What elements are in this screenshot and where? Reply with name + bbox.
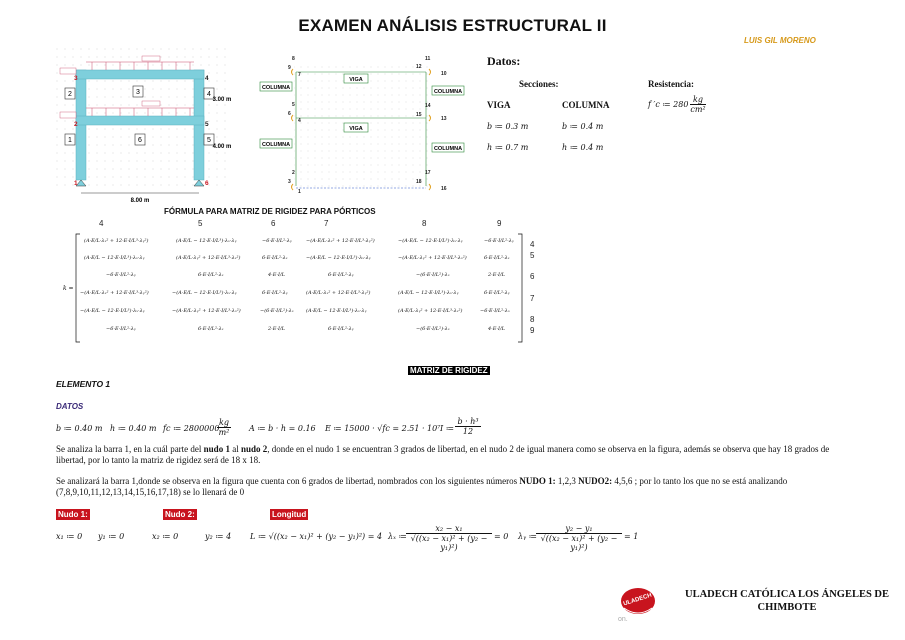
dof-number: 10 — [441, 71, 447, 77]
lambda-y-lhs: λᵧ ≔ — [518, 532, 537, 541]
fc-unit-2: kg m² — [218, 418, 230, 437]
author-name: LUIS GIL MORENO — [744, 36, 816, 45]
row-index: 8 — [530, 315, 535, 324]
modulus-value: E ≔ 15000 · √fc = 2.51 · 10⁷ — [325, 424, 441, 433]
col-index: 4 — [99, 219, 104, 228]
svg-text:−6·E·I/L²·λᵧ: −6·E·I/L²·λᵧ — [106, 272, 136, 278]
elemento-title: ELEMENTO 1 — [56, 379, 111, 389]
column-label: COLUMNA — [261, 142, 291, 148]
fc-expression: f ′c ≔ 280 — [648, 100, 689, 109]
dof-number: 2 — [292, 170, 295, 176]
dim-top: 3.00 m — [212, 97, 232, 103]
length-value: L ≔ √((x₂ − x₁)² + (y₂ − y₁)²) = 4 — [250, 532, 383, 541]
row-index: 7 — [530, 294, 535, 303]
lambda-x-frac: x₂ − x₁ √((x₂ − x₁)² + (y₂ − y₁)²) — [406, 524, 492, 552]
col-index: 9 — [497, 219, 502, 228]
svg-text:(A·E/L − 12·E·I/L³)·λₓ·λᵧ: (A·E/L − 12·E·I/L³)·λₓ·λᵧ — [176, 238, 237, 244]
lambda-x-val: = 0 — [494, 532, 509, 541]
dof-number: 15 — [416, 112, 422, 118]
institution-name: ULADECH CATÓLICA LOS ÁNGELES DE CHIMBOTE — [684, 589, 890, 613]
node-label: 4 — [205, 75, 209, 82]
col-index: 6 — [271, 219, 276, 228]
dof-number: 17 — [425, 170, 431, 176]
col-index: 8 — [422, 219, 427, 228]
dof-number: 6 — [288, 111, 291, 117]
lambda-x-lhs: λₓ ≔ — [388, 532, 407, 541]
dof-figure — [258, 52, 463, 198]
datos-label: DATOS — [56, 402, 84, 411]
svg-text:(A·E/L·λₓ² + 12·E·I/L³·λᵧ²): (A·E/L·λₓ² + 12·E·I/L³·λᵧ²) — [84, 238, 149, 244]
svg-text:6·E·I/L²·λᵧ: 6·E·I/L²·λᵧ — [262, 290, 288, 296]
svg-text:(A·E/L·λₓ² + 12·E·I/L³·λᵧ²): (A·E/L·λₓ² + 12·E·I/L³·λᵧ²) — [306, 290, 371, 296]
uladech-logo — [618, 586, 658, 618]
dof-number: 4 — [298, 118, 301, 124]
paragraph-2: Se analizará la barra 1,donde se observa en la figura que cuenta con 6 grados de libertad, nombrados con los siguientes números NUDO 1: 1,2,3 NUDO2: 4,5,6 ; por lo tanto los que no se está analizando (7,8,9,10,11,12,13,14,15,16,17,18) se lo llenará de 0 — [56, 476, 788, 497]
y1-value: y₁ ≔ 0 — [98, 532, 125, 541]
fc-value: fc ≔ 2800000 — [163, 424, 220, 433]
svg-text:6·E·I/L²·λᵧ: 6·E·I/L²·λᵧ — [328, 272, 354, 278]
node-label: 6 — [205, 180, 209, 187]
node-label: 5 — [205, 121, 209, 128]
svg-text:−(A·E/L − 12·E·I/L³)·λₓ·λᵧ: −(A·E/L − 12·E·I/L³)·λₓ·λᵧ — [306, 255, 371, 261]
longitud-label: Longitud — [272, 510, 307, 519]
dof-number: 8 — [292, 56, 295, 62]
nudo2-label: Nudo 2: — [165, 510, 195, 519]
secciones-label: Secciones: — [519, 79, 559, 89]
y2-value: y₂ ≔ 4 — [205, 532, 232, 541]
viga-h: h ≔ 0.7 m — [487, 143, 529, 152]
svg-text:−6·E·I/L²·λₓ: −6·E·I/L²·λₓ — [480, 308, 510, 314]
svg-text:6·E·I/L²·λₓ: 6·E·I/L²·λₓ — [484, 255, 510, 261]
formula-title: FÓRMULA PARA MATRIZ DE RIGIDEZ PARA PÓRTICOS — [164, 207, 376, 216]
dim-width: 8.00 m — [130, 198, 150, 204]
on-mark: on. — [618, 616, 628, 623]
h-value: h ≔ 0.40 m — [110, 424, 157, 433]
svg-text:−(A·E/L − 12·E·I/L³)·λₓ·λᵧ: −(A·E/L − 12·E·I/L³)·λₓ·λᵧ — [80, 308, 145, 314]
svg-text:6·E·I/L²·λₓ: 6·E·I/L²·λₓ — [262, 255, 288, 261]
svg-text:−6·E·I/L²·λᵧ: −6·E·I/L²·λᵧ — [106, 326, 136, 332]
beam-label: VIGA — [349, 77, 363, 83]
svg-text:4·E·I/L: 4·E·I/L — [268, 272, 285, 278]
viga-b: b ≔ 0.3 m — [487, 122, 529, 131]
frame-figure — [56, 48, 232, 208]
element-label: 4 — [207, 91, 211, 98]
svg-text:−(A·E/L·λₓ² + 12·E·I/L³·λᵧ²): −(A·E/L·λₓ² + 12·E·I/L³·λᵧ²) — [306, 238, 375, 244]
columna-label: COLUMNA — [562, 100, 610, 110]
element-label: 2 — [68, 91, 72, 98]
element-label: 6 — [138, 137, 142, 144]
fc-unit: kg cm² — [690, 95, 706, 114]
page-title: EXAMEN ANÁLISIS ESTRUCTURAL II — [298, 16, 607, 35]
svg-text:−(6·E·I/L²)·λₓ: −(6·E·I/L²)·λₓ — [416, 272, 450, 278]
svg-text:6·E·I/L²·λᵧ: 6·E·I/L²·λᵧ — [328, 326, 354, 332]
k-label: k = — [63, 285, 74, 292]
dof-number: 1 — [298, 189, 301, 195]
inertia-frac: b · h³ 12 — [455, 417, 481, 436]
inertia-lhs: I ≔ — [440, 424, 454, 433]
svg-text:(A·E/L − 12·E·I/L³)·λₓ·λᵧ: (A·E/L − 12·E·I/L³)·λₓ·λᵧ — [306, 308, 367, 314]
dof-number: 9 — [288, 65, 291, 71]
svg-text:(A·E/L − 12·E·I/L³)·λₓ·λᵧ: (A·E/L − 12·E·I/L³)·λₓ·λᵧ — [84, 255, 145, 261]
column-label: COLUMNA — [261, 85, 291, 91]
dof-number: 18 — [416, 179, 422, 185]
svg-text:−6·E·I/L²·λᵧ: −6·E·I/L²·λᵧ — [262, 238, 292, 244]
dof-number: 7 — [298, 72, 301, 78]
node-label: 3 — [74, 75, 78, 82]
svg-text:−(6·E·I/L²)·λₓ: −(6·E·I/L²)·λₓ — [416, 326, 450, 332]
stiffness-formula-matrix — [76, 232, 522, 344]
paragraph-1: Se analiza la barra 1, en la cuál parte del nudo 1 al nudo 2, donde en el nudo 1 se encuentran 3 grados de libertad, en el nudo 2 de igual manera como se observa en la figura, además se observa que hay 18 grados de libertad, por lo tanto la matriz de rigidez será de 18 x 18. — [56, 444, 830, 465]
resistencia-label: Resistencia: — [648, 79, 694, 89]
svg-text:6·E·I/L²·λₓ: 6·E·I/L²·λₓ — [198, 272, 224, 278]
row-index: 4 — [530, 240, 535, 249]
lambda-y-val: = 1 — [624, 532, 639, 541]
row-index: 5 — [530, 251, 535, 260]
svg-text:(A·E/L − 12·E·I/L³)·λₓ·λᵧ: (A·E/L − 12·E·I/L³)·λₓ·λᵧ — [398, 290, 459, 296]
datos-title: Datos: — [487, 54, 521, 68]
col-index: 5 — [198, 219, 203, 228]
col-h: h ≔ 0.4 m — [562, 143, 604, 152]
beam-label: VIGA — [349, 126, 363, 132]
svg-text:(A·E/L·λᵧ² + 12·E·I/L³·λₓ²): (A·E/L·λᵧ² + 12·E·I/L³·λₓ²) — [176, 255, 241, 261]
section-header: MATRIZ DE RIGIDEZ — [410, 366, 488, 375]
col-index: 7 — [324, 219, 329, 228]
svg-text:−(A·E/L − 12·E·I/L³)·λₓ·λᵧ: −(A·E/L − 12·E·I/L³)·λₓ·λᵧ — [172, 290, 237, 296]
b-value: b ≔ 0.40 m — [56, 424, 103, 433]
svg-text:−(A·E/L − 12·E·I/L³)·λₓ·λᵧ: −(A·E/L − 12·E·I/L³)·λₓ·λᵧ — [398, 238, 463, 244]
dof-number: 12 — [416, 64, 422, 70]
svg-text:−6·E·I/L²·λᵧ: −6·E·I/L²·λᵧ — [484, 238, 514, 244]
viga-label: VIGA — [487, 100, 511, 110]
svg-text:−(A·E/L·λᵧ² + 12·E·I/L³·λₓ²): −(A·E/L·λᵧ² + 12·E·I/L³·λₓ²) — [172, 308, 241, 314]
dof-number: 11 — [425, 56, 431, 62]
nudo1-label: Nudo 1: — [58, 510, 88, 519]
column-label: COLUMNA — [433, 146, 463, 152]
area-value: A ≔ b · h = 0.16 — [249, 424, 316, 433]
node-label: 2 — [74, 121, 78, 128]
element-label: 5 — [207, 137, 211, 144]
dof-number: 3 — [288, 179, 291, 185]
svg-text:2·E·I/L: 2·E·I/L — [268, 326, 285, 332]
dof-number: 14 — [425, 103, 431, 109]
lambda-y-frac: y₂ − y₁ √((x₂ − x₁)² + (y₂ − y₁)²) — [536, 524, 622, 552]
svg-text:−(A·E/L·λₓ² + 12·E·I/L³·λᵧ²): −(A·E/L·λₓ² + 12·E·I/L³·λᵧ²) — [80, 290, 149, 296]
svg-text:−(A·E/L·λᵧ² + 12·E·I/L³·λₓ²): −(A·E/L·λᵧ² + 12·E·I/L³·λₓ²) — [398, 255, 467, 261]
row-index: 9 — [530, 326, 535, 335]
svg-text:4·E·I/L: 4·E·I/L — [488, 326, 505, 332]
element-label: 3 — [136, 89, 140, 96]
svg-text:2·E·I/L: 2·E·I/L — [488, 272, 505, 278]
x2-value: x₂ ≔ 0 — [152, 532, 179, 541]
svg-text:6·E·I/L²·λᵧ: 6·E·I/L²·λᵧ — [484, 290, 510, 296]
x1-value: x₁ ≔ 0 — [56, 532, 83, 541]
svg-text:(A·E/L·λᵧ² + 12·E·I/L³·λₓ²): (A·E/L·λᵧ² + 12·E·I/L³·λₓ²) — [398, 308, 463, 314]
column-label: COLUMNA — [433, 89, 463, 95]
dof-number: 5 — [292, 102, 295, 108]
dof-number: 13 — [441, 116, 447, 122]
dof-number: 16 — [441, 186, 447, 192]
row-index: 6 — [530, 272, 535, 281]
dim-bottom: 4.00 m — [212, 144, 232, 150]
col-b: b ≔ 0.4 m — [562, 122, 604, 131]
svg-text:−(6·E·I/L²)·λₓ: −(6·E·I/L²)·λₓ — [260, 308, 294, 314]
svg-text:6·E·I/L²·λₓ: 6·E·I/L²·λₓ — [198, 326, 224, 332]
svg-text:ULADECH: ULADECH — [622, 592, 653, 608]
element-label: 1 — [68, 137, 72, 144]
node-label: 1 — [74, 180, 78, 187]
